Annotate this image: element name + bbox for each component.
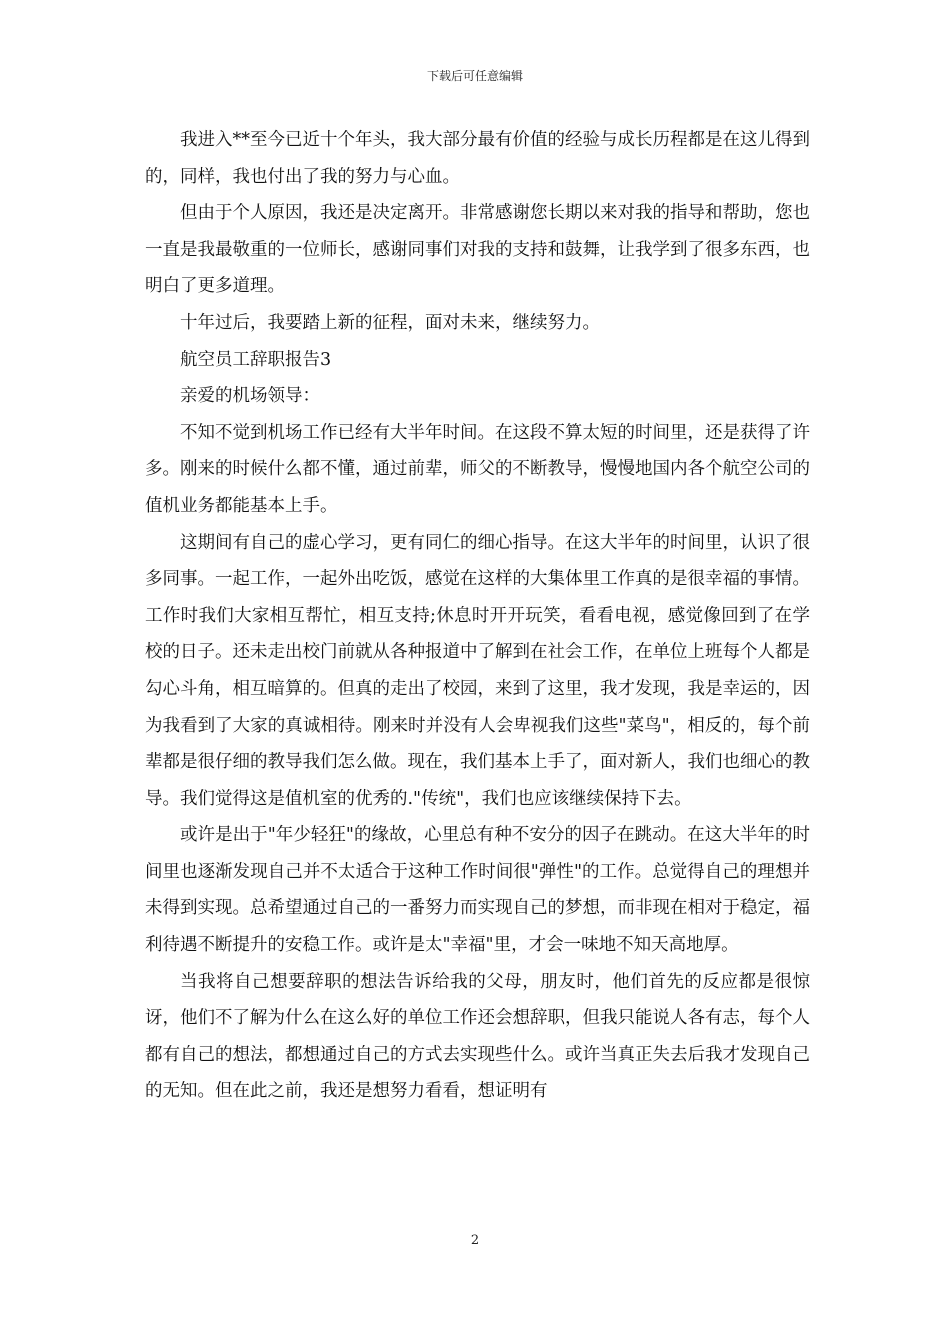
paragraph: 十年过后，我要踏上新的征程，面对未来，继续努力。	[180, 312, 600, 333]
paragraph: 我进入**至今已近十个年头，我大部分最有价值的经验与成长历程都是在这儿得到的，同样，我也付出了我的努力与心血。	[145, 130, 810, 187]
paragraph: 但由于个人原因，我还是决定离开。非常感谢您长期以来对我的指导和帮助，您也一直是我最敬重的一位师长，感谢同事们对我的支持和鼓舞，让我学到了很多东西，也明白了更多道理。	[145, 203, 810, 297]
paragraph: 或许是出于"年少轻狂"的缘故，心里总有种不安分的因子在跳动。在这大半年的时间里也逐渐发现自己并不太适合于这种工作时间很"弹性"的工作。总觉得自己的理想并未得到实现。总希望通过自己的一番努力而实现自己的梦想，而非现在相对于稳定，福利待遇不断提升的安稳工作。或许是太"幸福"里，才会一味地不知天高地厚。	[145, 825, 810, 956]
document-body	[145, 122, 810, 1110]
paragraph: 不知不觉到机场工作已经有大半年时间。在这段不算太短的时间里，还是获得了许多。刚来的时候什么都不懂，通过前辈，师父的不断教导，慢慢地国内各个航空公司的值机业务都能基本上手。	[145, 422, 810, 516]
page-number: 2	[470, 1233, 480, 1248]
paragraph: 这期间有自己的虚心学习，更有同仁的细心指导。在这大半年的时间里，认识了很多同事。一起工作，一起外出吃饭，感觉在这样的大集体里工作真的是很幸福的事情。工作时我们大家相互帮忙，相互支持;休息时开开玩笑，看看电视，感觉像回到了在学校的日子。还未走出校门前就从各种报道中了解到在社会工作，在单位上班每个人都是勾心斗角，相互暗算的。但真的走出了校园，来到了这里，我才发现，我是幸运的，因为我看到了大家的真诚相待。刚来时并没有人会卑视我们这些"菜鸟"，相反的，每个前辈都是很仔细的教导我们怎么做。现在，我们基本上手了，面对新人，我们也细心的教导。我们觉得这是值机室的优秀的."传统"，我们也应该继续保持下去。	[145, 532, 810, 809]
section-heading: 航空员工辞职报告3	[180, 349, 332, 370]
page-header: 下载后可任意编辑	[426, 69, 523, 83]
paragraph: 当我将自己想要辞职的想法告诉给我的父母，朋友时，他们首先的反应都是很惊讶，他们不了解为什么在这么好的单位工作还会想辞职，但我只能说人各有志，每个人都有自己的想法，都想通过自己的方式去实现些什么。或许当真正失去后我才发现自己的无知。但在此之前，我还是想努力看看，想证明有	[145, 971, 810, 1102]
salutation: 亲爱的机场领导：	[180, 386, 320, 407]
